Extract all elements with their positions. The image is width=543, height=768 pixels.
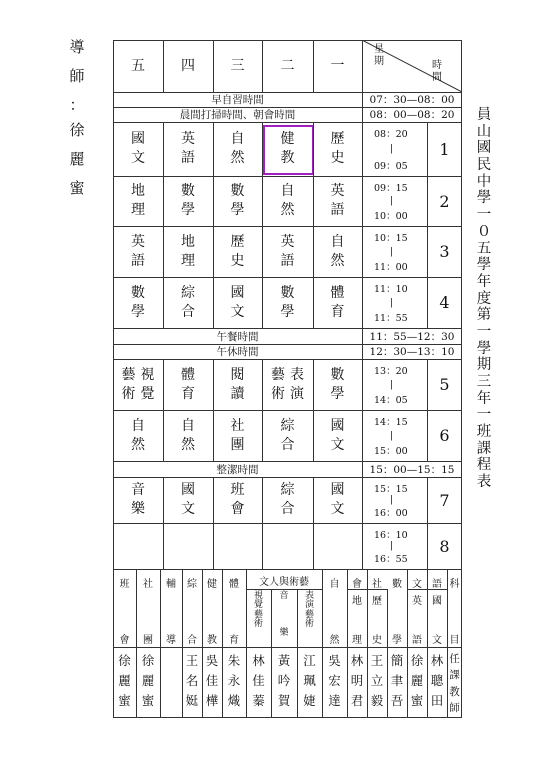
grid-line bbox=[262, 226, 263, 277]
grid-line bbox=[262, 477, 263, 523]
grid-line bbox=[313, 277, 314, 328]
subject-header-bottom: 合 bbox=[187, 635, 197, 646]
teacher-name: 簡 聿 吾 bbox=[390, 653, 404, 708]
teacher-name: 吳 佳 樺 bbox=[205, 653, 219, 708]
subject-cell: 地 理 bbox=[131, 183, 145, 218]
teacher-name: 林 明 君 bbox=[350, 653, 364, 708]
grid-line bbox=[262, 176, 263, 226]
break-label: 整潔時間 bbox=[216, 463, 259, 476]
grid-line bbox=[246, 589, 322, 590]
subject-cell: 綜 合 bbox=[181, 284, 195, 320]
subject-cell: 歷 史 bbox=[330, 131, 345, 166]
grid-line bbox=[163, 122, 164, 176]
subject-header-top: 輔 bbox=[166, 579, 176, 590]
subject-cell: 體 育 bbox=[330, 284, 345, 320]
period-number: 7 bbox=[439, 490, 450, 510]
group-char: 社 bbox=[372, 579, 382, 590]
subject-cell bbox=[213, 523, 262, 569]
subject-header-top: 科 bbox=[449, 579, 460, 590]
subject-header-top: 體 bbox=[229, 579, 239, 590]
subject-cell: 自 然 bbox=[280, 183, 295, 218]
subject-cell: 自 然 bbox=[181, 417, 195, 453]
subject-header-bottom: 史 bbox=[372, 635, 382, 646]
subject-cell: 健 教 bbox=[280, 131, 295, 166]
teacher-name: 王 名 娗 bbox=[185, 653, 199, 708]
subject-cell: 國 文 bbox=[330, 482, 345, 517]
subject-header-top: 班 bbox=[119, 579, 130, 590]
grid-line bbox=[313, 176, 314, 226]
grid-line bbox=[362, 176, 363, 226]
teacher-name: 黃 吟 賀 bbox=[277, 653, 291, 708]
period-time: 11：10 | 11：55 bbox=[374, 284, 408, 324]
subject-cell: 國 文 bbox=[330, 417, 345, 453]
grid-line bbox=[163, 410, 164, 461]
period-number: 3 bbox=[439, 242, 450, 261]
subject-header-bottom: 導 bbox=[166, 635, 176, 646]
subject-cell bbox=[262, 523, 313, 569]
grid-line bbox=[313, 40, 314, 92]
group-char: 會 bbox=[352, 579, 362, 590]
subject-header-top: 綜 bbox=[187, 579, 197, 590]
subject-header-bottom: 理 bbox=[352, 635, 362, 646]
subject-header-bottom: 語 bbox=[412, 635, 422, 646]
subject-cell bbox=[113, 523, 163, 569]
grid-line bbox=[163, 226, 164, 277]
break-time: 07：30—08：00 bbox=[369, 94, 455, 106]
subject-cell: 國 文 bbox=[230, 284, 245, 320]
teacher-name: 林 聰 田 bbox=[430, 653, 444, 708]
subject-cell: 英 語 bbox=[181, 131, 195, 166]
grid-line bbox=[213, 40, 214, 92]
period-number: 8 bbox=[439, 536, 450, 556]
teacher-name: 徐 麗 蜜 bbox=[141, 653, 155, 708]
subject-header: 音 樂 bbox=[279, 591, 289, 639]
period-time: 14：15 | 15：00 bbox=[374, 417, 408, 457]
grid-line bbox=[213, 523, 214, 569]
grid-line bbox=[313, 226, 314, 277]
grid-line bbox=[313, 477, 314, 523]
period-number: 5 bbox=[439, 375, 450, 394]
subject-header-top: 國 bbox=[432, 596, 442, 607]
grid-line bbox=[362, 477, 363, 523]
subject-cell: 數 學 bbox=[330, 366, 345, 402]
teacher-name: 任 課 教 師 bbox=[449, 653, 460, 714]
grid-line bbox=[113, 647, 462, 648]
teacher-name: 林 佳 蓁 bbox=[252, 653, 265, 708]
break-time: 08：00—08：20 bbox=[369, 109, 455, 121]
grid-line bbox=[213, 477, 214, 523]
subject-cell: 藝 術 視 覺 bbox=[121, 366, 155, 402]
grid-line bbox=[213, 277, 214, 328]
period-number: 4 bbox=[439, 293, 450, 312]
grid-line bbox=[163, 477, 164, 523]
subject-cell: 數 學 bbox=[131, 284, 145, 320]
break-label: 晨間打掃時間、朝會時間 bbox=[179, 109, 296, 121]
period-number: 1 bbox=[439, 139, 450, 159]
subject-cell: 英 語 bbox=[280, 233, 295, 269]
day-header-5: 一 bbox=[330, 57, 345, 74]
grid-line bbox=[262, 410, 263, 461]
subject-cell bbox=[163, 523, 213, 569]
grid-line bbox=[362, 359, 363, 410]
period-time: 09：15 | 10：00 bbox=[374, 183, 408, 222]
subject-header-top: 健 bbox=[207, 579, 217, 590]
subject-cell: 綜 合 bbox=[280, 417, 295, 453]
break-time: 15：00—15：15 bbox=[369, 463, 455, 476]
grid-line bbox=[113, 569, 462, 570]
subject-header: 視 覺 藝 術 bbox=[253, 591, 263, 630]
schedule-title: 員 山 國 民 中 學 一 ０ 五 學 年 度 第 一 學 期 三 年 一 班 課 程 表 bbox=[476, 107, 492, 491]
subject-cell: 藝 術 表 演 bbox=[271, 366, 304, 402]
subject-header-top: 數 bbox=[392, 579, 402, 590]
subject-cell: 綜 合 bbox=[280, 482, 295, 517]
subject-cell: 音 樂 bbox=[131, 482, 145, 517]
grid-line bbox=[163, 359, 164, 410]
period-time: 10：15 | 11：00 bbox=[374, 233, 408, 273]
subject-cell: 英 語 bbox=[330, 183, 345, 218]
subject-header-top: 社 bbox=[143, 579, 153, 590]
period-time: 13：20 | 14：05 bbox=[374, 366, 408, 406]
teacher-name: 徐 麗 蜜 bbox=[410, 653, 424, 708]
grid-line bbox=[362, 410, 363, 461]
grid-line bbox=[362, 226, 363, 277]
grid-line bbox=[163, 523, 164, 569]
period-time: 08：20 | 09：05 bbox=[374, 129, 408, 172]
subject-header-bottom: 團 bbox=[143, 635, 153, 646]
grid-line bbox=[313, 359, 314, 410]
group-char: 文 bbox=[412, 579, 422, 590]
grid-line bbox=[262, 359, 263, 410]
subject-header-bottom: 育 bbox=[229, 635, 239, 646]
period-number: 2 bbox=[439, 191, 450, 211]
subject-header-top: 自 bbox=[329, 579, 340, 590]
subject-header-top: 地 bbox=[352, 596, 362, 607]
subject-cell: 地 理 bbox=[181, 233, 195, 269]
grid-line bbox=[362, 523, 363, 569]
period-number: 6 bbox=[439, 426, 450, 445]
day-header-3: 三 bbox=[230, 57, 245, 74]
subject-header-bottom: 文 bbox=[432, 635, 442, 646]
teacher-name: 徐 麗 蜜 bbox=[118, 653, 131, 708]
subject-cell: 自 然 bbox=[230, 131, 245, 166]
grid-line bbox=[163, 40, 164, 92]
subject-header-bottom: 學 bbox=[392, 635, 402, 646]
grid-line bbox=[313, 410, 314, 461]
subject-header-bottom: 教 bbox=[207, 635, 217, 646]
grid-line bbox=[262, 523, 263, 569]
teacher-name: 吳 宏 達 bbox=[328, 653, 341, 708]
grid-line bbox=[313, 122, 314, 176]
subject-cell: 自 然 bbox=[131, 417, 145, 453]
grid-line bbox=[313, 523, 314, 569]
subject-header-top: 歷 bbox=[372, 596, 382, 607]
break-time: 11：55—12：30 bbox=[369, 330, 455, 343]
subject-cell: 社 團 bbox=[230, 417, 245, 453]
day-header-4: 二 bbox=[280, 57, 295, 74]
grid-line bbox=[262, 277, 263, 328]
period-time: 16：10 | 16：55 bbox=[374, 530, 408, 565]
corner-label-day: 星 期 bbox=[374, 44, 384, 67]
subject-header-top: 英 bbox=[412, 596, 422, 607]
subject-cell: 閱 讀 bbox=[230, 366, 245, 402]
break-label: 早自習時間 bbox=[211, 94, 264, 106]
grid-line bbox=[362, 122, 363, 176]
grid-line bbox=[213, 176, 214, 226]
break-time: 12：30—13：10 bbox=[369, 346, 455, 358]
subject-cell: 數 學 bbox=[181, 183, 195, 218]
grid-line bbox=[213, 226, 214, 277]
grid-line bbox=[213, 410, 214, 461]
subject-cell: 英 語 bbox=[131, 233, 145, 269]
subject-cell: 數 學 bbox=[230, 183, 245, 218]
day-header-2: 四 bbox=[181, 57, 195, 74]
subject-cell: 國 文 bbox=[181, 482, 195, 517]
grid-line bbox=[163, 176, 164, 226]
subject-cell: 國 文 bbox=[131, 131, 145, 166]
break-label: 午休時間 bbox=[216, 346, 259, 358]
subject-cell: 自 然 bbox=[330, 233, 345, 269]
subject-header-bottom: 目 bbox=[449, 635, 460, 646]
teacher-name: 王 立 毅 bbox=[370, 653, 384, 708]
break-label: 午餐時間 bbox=[216, 330, 259, 343]
arts-group-label: 文人與術藝 bbox=[259, 577, 309, 588]
grid-line bbox=[213, 122, 214, 176]
subject-header-bottom: 會 bbox=[119, 635, 130, 646]
period-time: 15：15 | 16：00 bbox=[374, 484, 408, 519]
grid-line bbox=[262, 40, 263, 92]
day-header-1: 五 bbox=[131, 57, 145, 74]
subject-header-bottom: 然 bbox=[329, 635, 340, 646]
subject-cell: 歷 史 bbox=[230, 233, 245, 269]
subject-cell: 班 會 bbox=[230, 482, 245, 517]
corner-label-time: 時 間 bbox=[432, 60, 442, 83]
teacher-name: 江 珮 婕 bbox=[303, 653, 316, 708]
subject-cell: 數 學 bbox=[280, 284, 295, 320]
subject-cell: 體 育 bbox=[181, 366, 195, 402]
subject-cell bbox=[313, 523, 362, 569]
grid-line bbox=[213, 359, 214, 410]
grid-line bbox=[262, 122, 263, 176]
grid-line bbox=[362, 277, 363, 328]
teacher-name: 朱 永 熾 bbox=[227, 653, 241, 708]
grid-line bbox=[163, 277, 164, 328]
subject-header: 表 演 藝 術 bbox=[304, 591, 314, 630]
group-char: 語 bbox=[432, 579, 442, 590]
homeroom-teacher-label: 導 師 ： 徐 麗 蜜 bbox=[69, 38, 85, 197]
